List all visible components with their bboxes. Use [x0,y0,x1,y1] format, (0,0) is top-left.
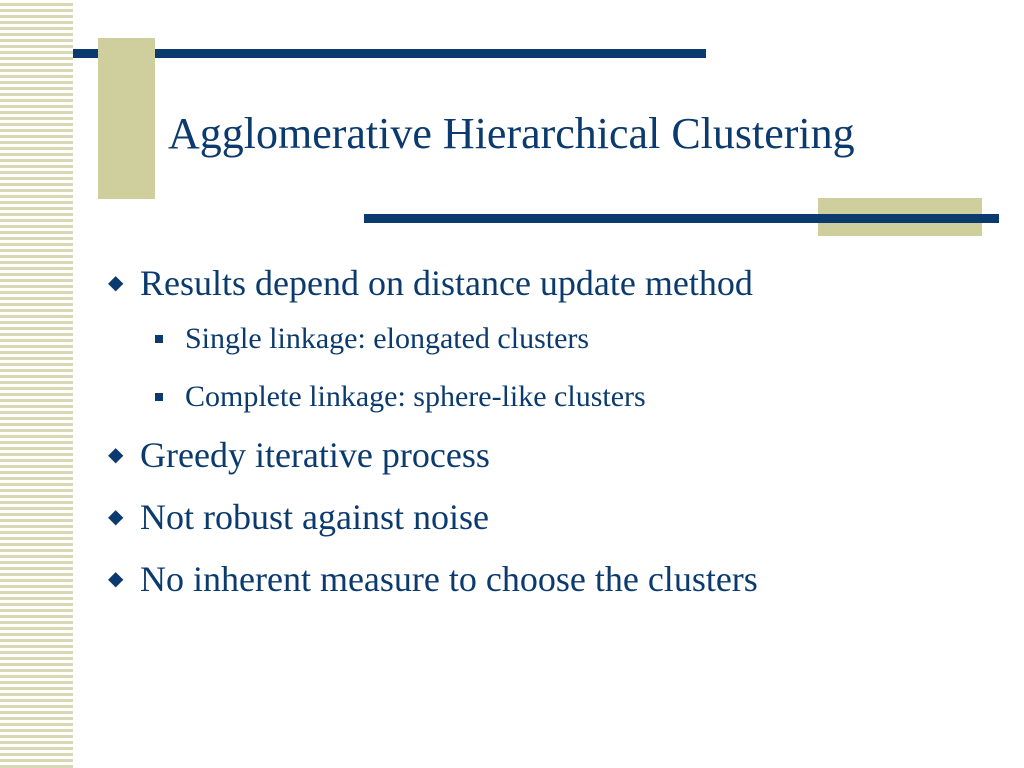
decorative-top-line [73,49,706,58]
diamond-bullet-icon: ◆ [108,506,124,528]
diamond-bullet-icon: ◆ [108,444,124,466]
decorative-bottom-line [364,214,999,223]
bullet-item [100,492,1000,542]
sub-bullet-text: Complete linkage: sphere-like clusters [185,380,646,413]
sub-bullet-text: Single linkage: elongated clusters [185,322,590,355]
decorative-stripe-band [0,0,73,768]
bullet-item [100,554,1000,604]
diamond-bullet-icon: ◆ [108,568,124,590]
sub-bullet-list [100,314,1000,422]
bullet-list [100,258,1000,616]
decorative-tan-block-left [98,38,155,199]
bullet-text: Not robust against noise [140,497,489,537]
bullet-item [100,430,1000,480]
sub-bullet-item [100,372,1000,422]
bullet-item [100,258,1000,308]
square-bullet-icon [155,393,163,401]
bullet-text: Results depend on distance update method [140,263,753,303]
slide-title: Agglomerative Hierarchical Clustering [168,109,855,158]
diamond-bullet-icon: ◆ [108,272,124,294]
bullet-text: Greedy iterative process [140,435,490,475]
sub-bullet-item [100,314,1000,364]
square-bullet-icon [155,335,163,343]
bullet-text: No inherent measure to choose the clusters [140,559,758,599]
